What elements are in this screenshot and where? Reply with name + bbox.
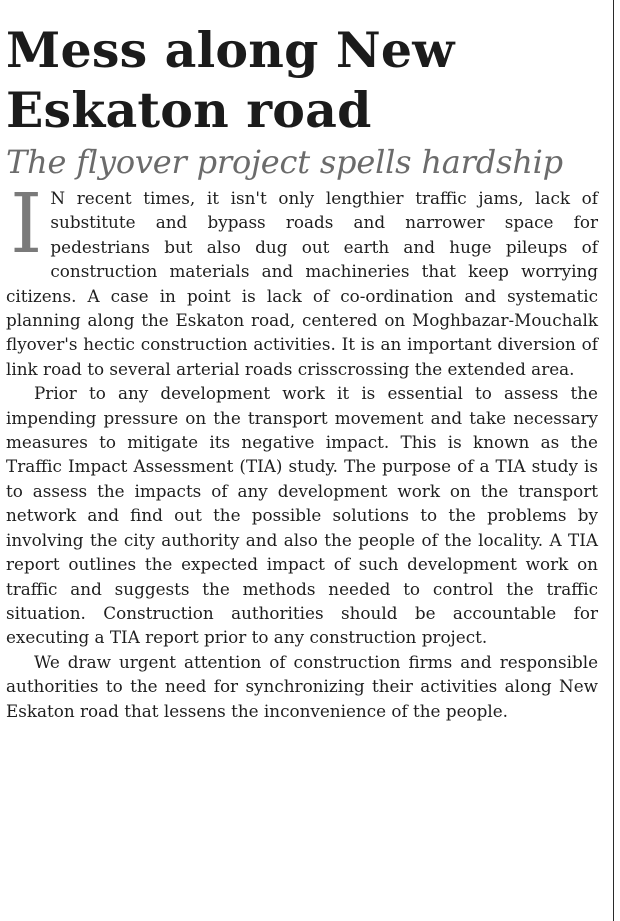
paragraph-3: We draw urgent attention of construction firms and responsible authorities to the need for synchronizing their activities along New Eskaton road that lessens the inconvenience of the people. — [6, 651, 598, 721]
drop-cap: I — [10, 177, 43, 272]
headline: Mess along New Eskaton road — [6, 21, 455, 139]
paragraph-1-text: N recent times, it isn't only lengthier traffic jams, lack of substitute and bypass roads and narrower space for pedestrians but also dug out earth and huge pileups of construction materials and machineries that keep worrying citizens. A case in point is lack of co-ordination and systematic planning along the Eskaton road, centered on Moghbazar-Mouchalk flyover's hectic construction activities. It is an important diversion of link road to several arterial roads crisscrossing the extended area. — [6, 188, 598, 379]
subheadline: The flyover project spells hardship — [6, 143, 563, 181]
column-rule — [613, 0, 614, 921]
article-body — [6, 177, 598, 723]
paragraph-1 — [6, 177, 598, 381]
paragraph-2: Prior to any development work it is essential to assess the impending pressure on the transport movement and take necessary measures to mitigate its negative impact. This is known as the Traffic Impact Assessment (TIA) study. The purpose of a TIA study is to assess the impacts of any development work on the transport network and find out the possible solutions to the problems by involving the city authority and also the people of the locality. A TIA report outlines the expected impact of such development work on traffic and suggests the methods needed to control the traffic situation. Construction authorities should be accountable for executing a TIA report prior to any construction project. — [6, 383, 598, 648]
editorial-article — [6, 20, 598, 723]
